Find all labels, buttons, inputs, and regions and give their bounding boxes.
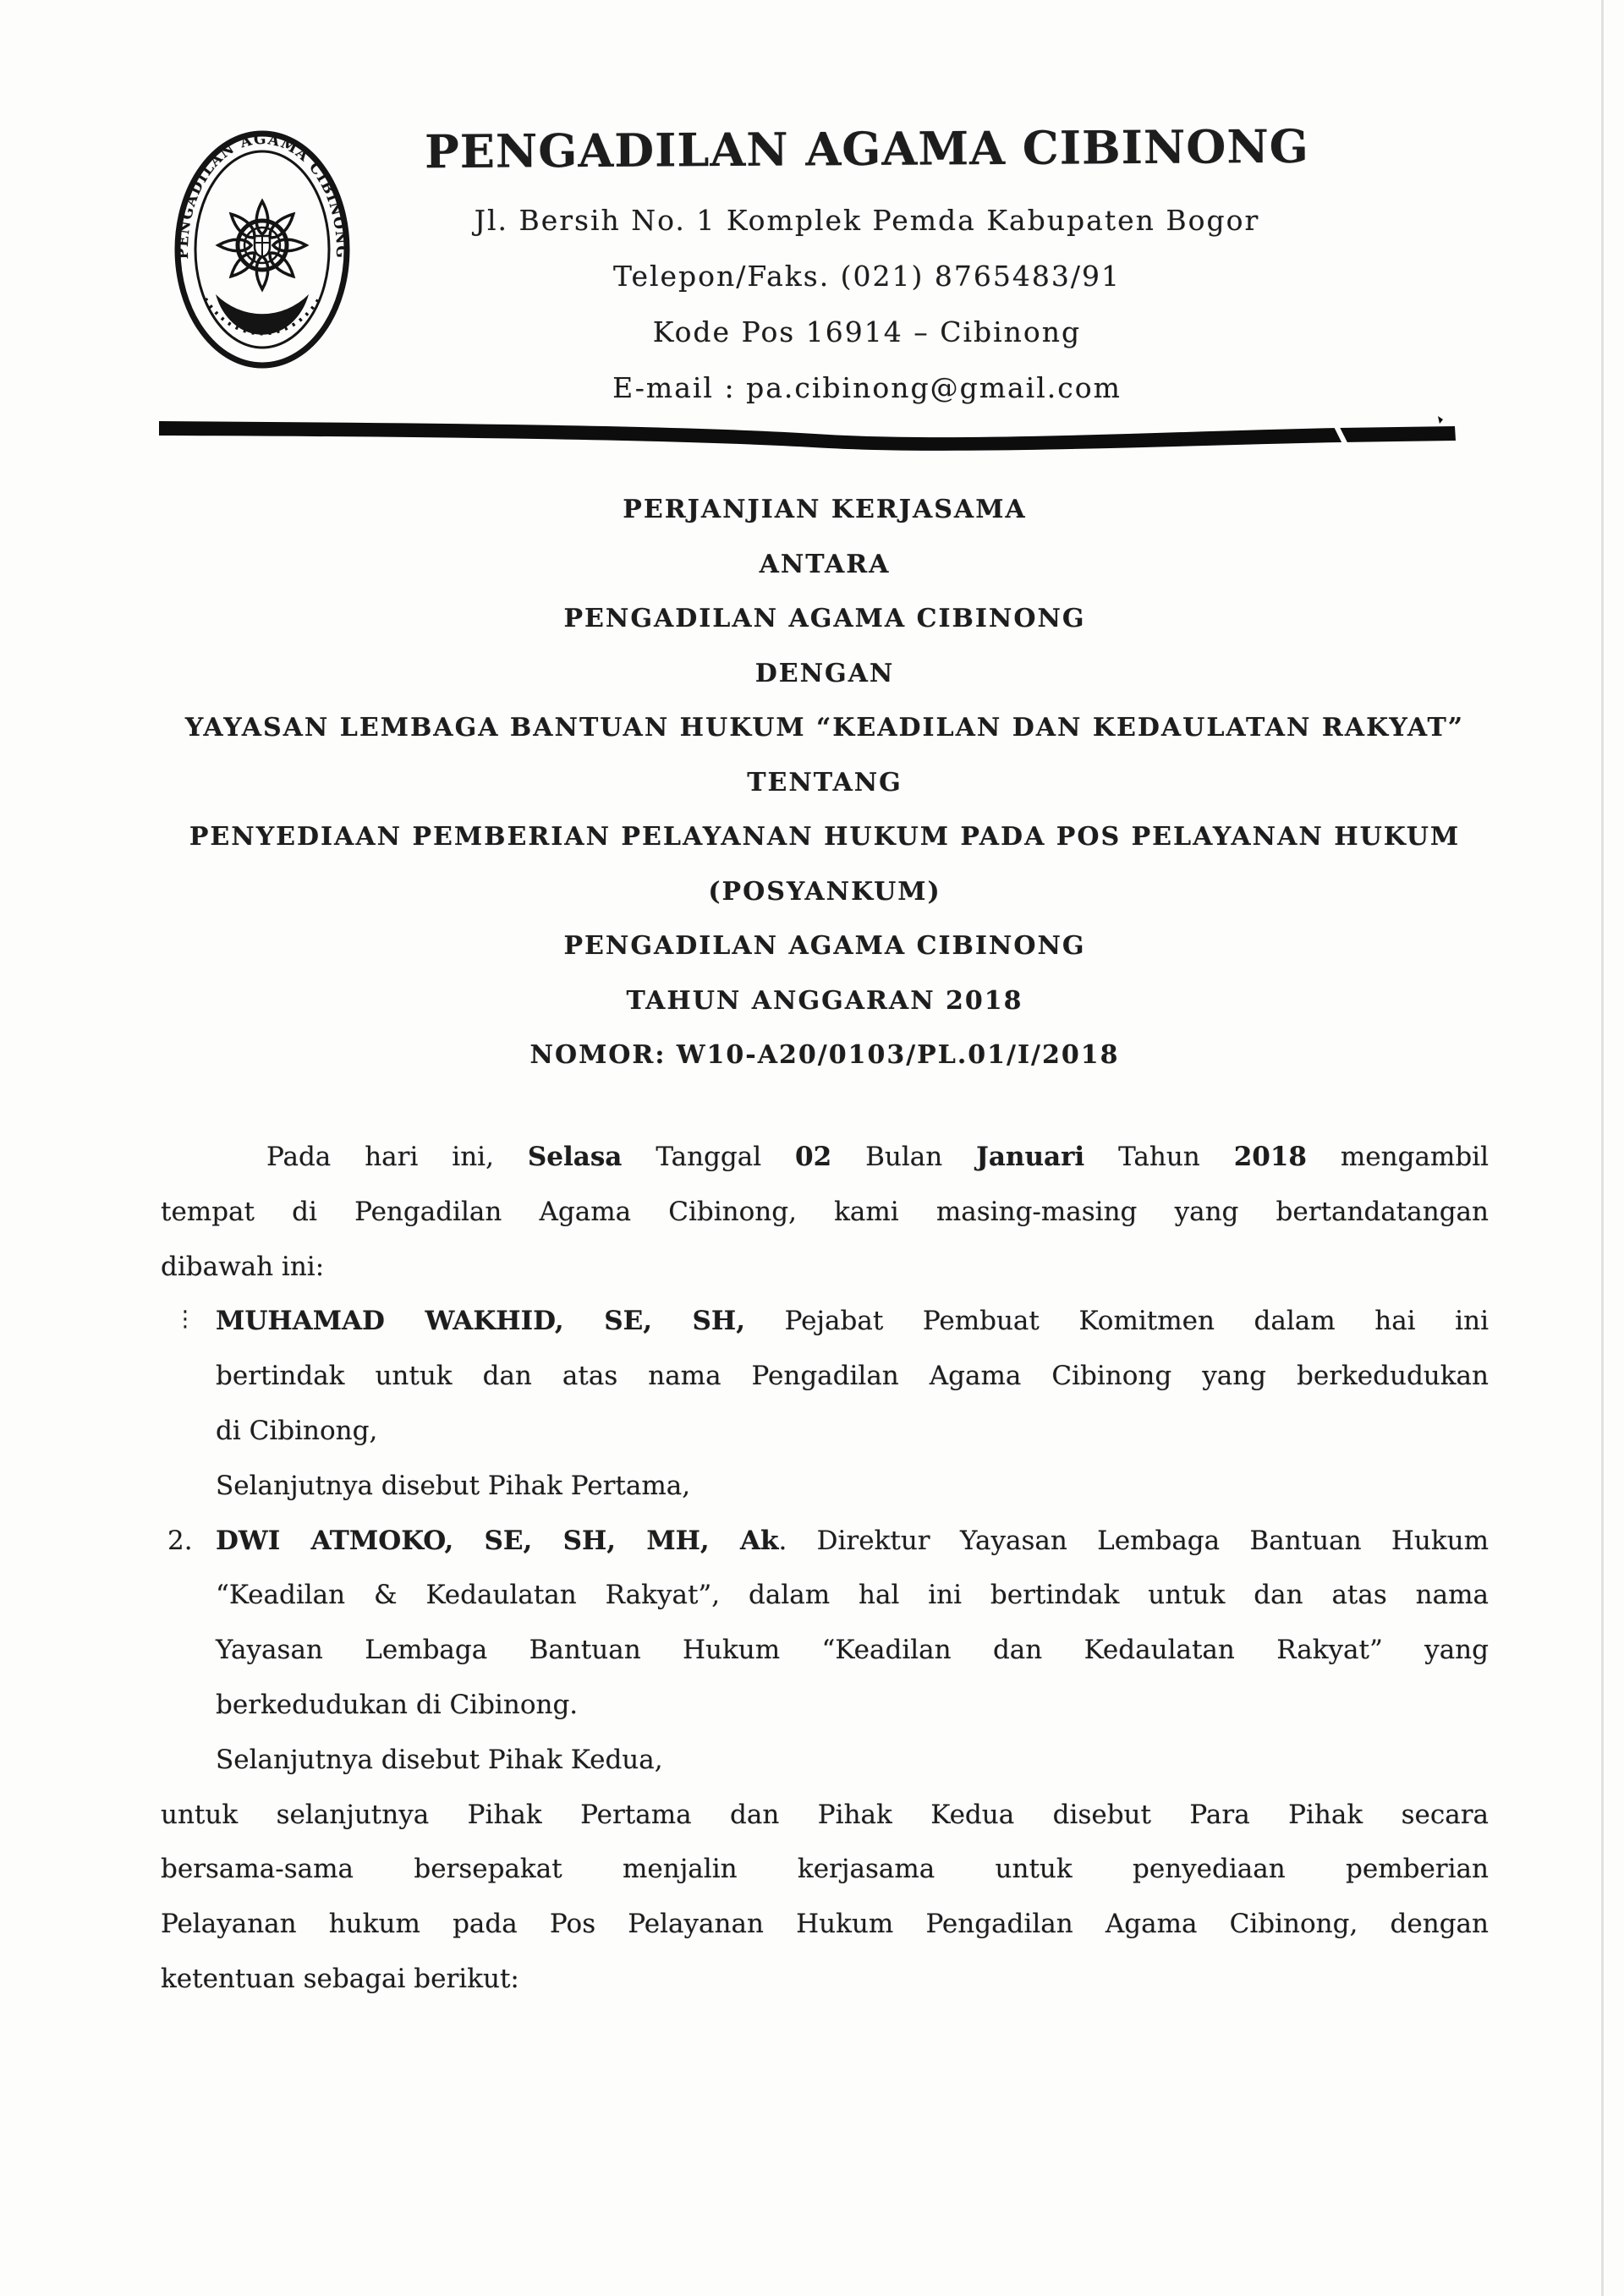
list-marker: ⋮ bbox=[174, 1307, 196, 1333]
title-line-dengan: DENGAN bbox=[754, 658, 895, 688]
title-line-antara: ANTARA bbox=[759, 549, 891, 579]
body-line: bertindak untuk dan atas nama Pengadilan Agama Cibinong yang berkedudukan bbox=[216, 1361, 1489, 1392]
body-line: Yayasan Lembaga Bantuan Hukum “Keadilan dan Kedaulatan Rakyat” yang bbox=[216, 1635, 1489, 1666]
body-line: dibawah ini: bbox=[161, 1251, 325, 1282]
title-line-posyankum: (POSYANKUM) bbox=[708, 876, 941, 907]
title-line-number: NOMOR: W10-A20/0103/PL.01/I/2018 bbox=[529, 1040, 1120, 1070]
seal-curved-text: PENGADILAN AGAMA CIBINONG bbox=[174, 130, 350, 260]
title-line-tentang: TENTANG bbox=[747, 767, 903, 797]
body-line-closing: Pelayanan hukum pada Pos Pelayanan Hukum Pengadilan Agama Cibinong, dengan bbox=[161, 1909, 1489, 1940]
body-line-first-party-alias: Selanjutnya disebut Pihak Pertama, bbox=[216, 1470, 691, 1501]
list-marker: 2. bbox=[167, 1525, 193, 1556]
title-line-court: PENGADILAN AGAMA CIBINONG bbox=[563, 931, 1086, 961]
body-line: di Cibinong, bbox=[216, 1415, 378, 1446]
document-title-block bbox=[148, 483, 1501, 1083]
email-line: E-mail : pa.cibinong@gmail.com bbox=[612, 371, 1122, 404]
list-item-second-party: 2. DWI ATMOKO, SE, SH, MH, Ak. Direktur Yayasan Lembaga Bantuan Hukum bbox=[161, 1514, 1489, 1569]
body-line-closing: ketentuan sebagai berikut: bbox=[161, 1963, 519, 1994]
letterhead-address-block bbox=[321, 193, 1413, 416]
title-line-party2: YAYASAN LEMBAGA BANTUAN HUKUM “KEADILAN DAN KEDAULATAN RAKYAT” bbox=[184, 713, 1465, 743]
seal-lotus-emblem bbox=[218, 201, 306, 289]
title-line-fiscal-year: TAHUN ANGGARAN 2018 bbox=[626, 985, 1023, 1016]
body-line: tempat di Pengadilan Agama Cibinong, kami masing-masing yang bertandatangan bbox=[161, 1196, 1489, 1227]
list-item-first-party: ⋮ MUHAMAD WAKHID, SE, SH, Pejabat Pembuat Komitmen dalam hai ini bbox=[161, 1294, 1489, 1349]
body-line: “Keadilan & Kedaulatan Rakyat”, dalam hal ini bertindak untuk dan atas nama bbox=[216, 1580, 1489, 1611]
scan-paper-edge bbox=[1601, 0, 1604, 2296]
body-section bbox=[161, 1130, 1489, 2007]
org-name: PENGADILAN AGAMA CIBINONG bbox=[424, 118, 1310, 179]
seal-crescent bbox=[216, 294, 309, 335]
address-line: Jl. Bersih No. 1 Komplek Pemda Kabupaten Bogor bbox=[474, 204, 1260, 237]
body-line-closing: untuk selanjutnya Pihak Pertama dan Pihak Kedua disebut Para Pihak secara bbox=[161, 1799, 1489, 1830]
phone-fax-line: Telepon/Faks. (021) 8765483/91 bbox=[613, 260, 1121, 293]
title-line-subject: PENYEDIAAN PEMBERIAN PELAYANAN HUKUM PADA POS PELAYANAN HUKUM bbox=[189, 822, 1461, 852]
title-line-party1: PENGADILAN AGAMA CIBINONG bbox=[563, 604, 1086, 633]
body-line: berkedudukan di Cibinong. bbox=[216, 1689, 579, 1720]
header-divider-rule bbox=[0, 411, 1624, 462]
body-line-second-party-alias: Selanjutnya disebut Pihak Kedua, bbox=[216, 1744, 663, 1775]
title-line-agreement: PERJANJIAN KERJASAMA bbox=[623, 495, 1027, 524]
body-line-opening: Pada hari ini, Selasa Tanggal 02 Bulan Januari Tahun 2018 mengambil bbox=[266, 1142, 1489, 1172]
body-line-closing: bersama-sama bersepakat menjalin kerjasama untuk penyediaan pemberian bbox=[161, 1854, 1489, 1885]
postal-code-line: Kode Pos 16914 – Cibinong bbox=[652, 315, 1082, 348]
